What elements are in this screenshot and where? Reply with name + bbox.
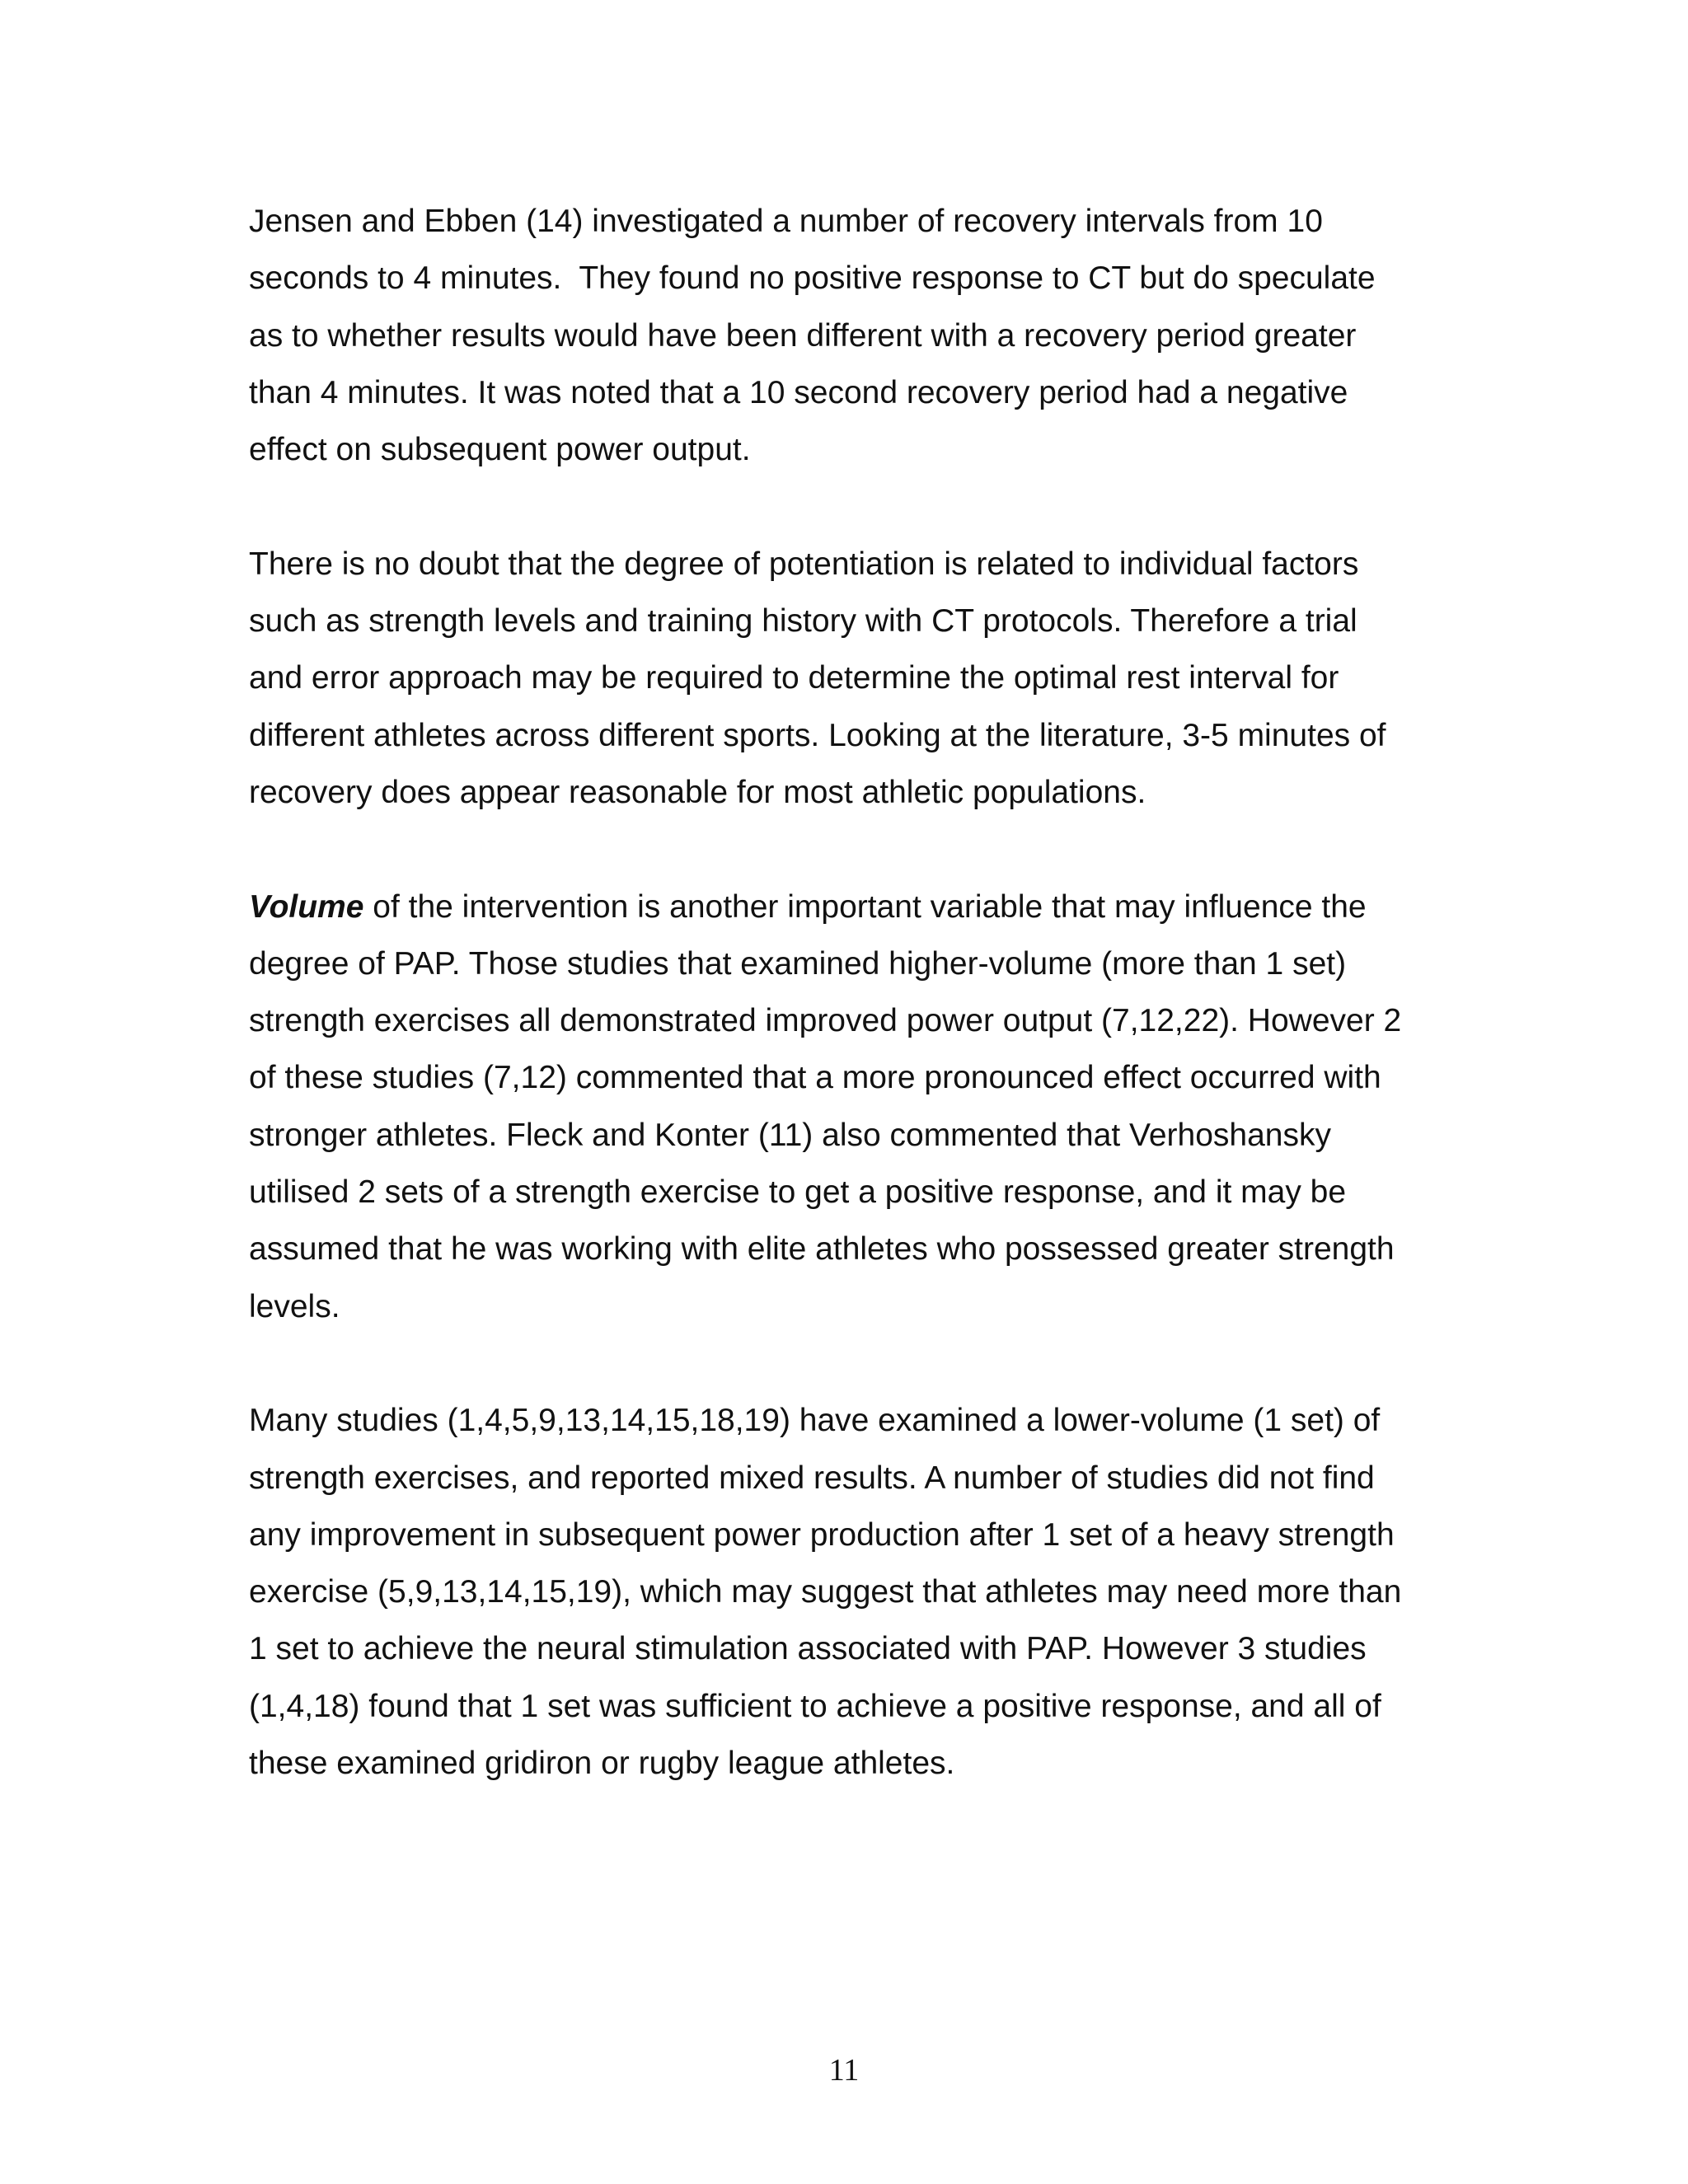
text-line: than 4 minutes. It was noted that a 10 second recovery period had a negative: [249, 374, 1348, 410]
text-line: Many studies (1,4,5,9,13,14,15,18,19) have examined a lower-volume (1 set) of: [249, 1403, 1381, 1439]
text-line: recovery does appear reasonable for most athletic populations.: [249, 774, 1146, 810]
body-text: [249, 193, 1469, 1849]
text-line: of these studies (7,12) commented that a more pronounced effect occurred with: [249, 1060, 1381, 1096]
text-line: any improvement in subsequent power production after 1 set of a heavy strength: [249, 1516, 1395, 1553]
text-line: degree of PAP. Those studies that examined higher-volume (more than 1 set): [249, 945, 1347, 982]
text-line: these examined gridiron or rugby league athletes.: [249, 1746, 955, 1782]
paragraph-volume: [249, 879, 1469, 1335]
text-line: different athletes across different sports. Looking at the literature, 3-5 minutes of: [249, 717, 1386, 753]
text-line: utilised 2 sets of a strength exercise to get a positive response, and it may be: [249, 1174, 1347, 1211]
text-line: exercise (5,9,13,14,15,19), which may suggest that athletes may need more than: [249, 1574, 1402, 1610]
text-line: effect on subsequent power output.: [249, 432, 751, 468]
text-line: and error approach may be required to determine the optimal rest interval for: [249, 660, 1339, 696]
text-line: strength exercises all demonstrated improved power output (7,12,22). However 2: [249, 1003, 1402, 1039]
paragraph-recovery-intervals: [249, 193, 1469, 478]
text-line-continuation: of the intervention is another important variable that may influence the: [363, 888, 1367, 925]
text-line: Jensen and Ebben (14) investigated a number of recovery intervals from 10: [249, 204, 1323, 239]
paragraph-lower-volume: [249, 1392, 1469, 1792]
text-line: levels.: [249, 1288, 340, 1324]
emphasized-term: Volume: [249, 888, 364, 925]
text-line: as to whether results would have been different with a recovery period greater: [249, 317, 1357, 354]
text-line: assumed that he was working with elite athletes who possessed greater strength: [249, 1231, 1395, 1268]
text-line: There is no doubt that the degree of potentiation is related to individual factors: [249, 546, 1359, 582]
text-line: (1,4,18) found that 1 set was sufficient to achieve a positive response, and all of: [249, 1688, 1381, 1724]
paragraph-potentiation-factors: [249, 536, 1469, 821]
text-line: seconds to 4 minutes. They found no positive response to CT but do speculate: [249, 260, 1376, 297]
text-line: stronger athletes. Fleck and Konter (11) also commented that Verhoshansky: [249, 1117, 1331, 1153]
text-line: strength exercises, and reported mixed results. A number of studies did not find: [249, 1460, 1375, 1496]
page-number: 11: [828, 2053, 860, 2088]
text-line: [249, 879, 1469, 935]
text-line: such as strength levels and training history with CT protocols. Therefore a trial: [249, 603, 1357, 640]
text-line: 1 set to achieve the neural stimulation associated with PAP. However 3 studies: [249, 1631, 1367, 1667]
